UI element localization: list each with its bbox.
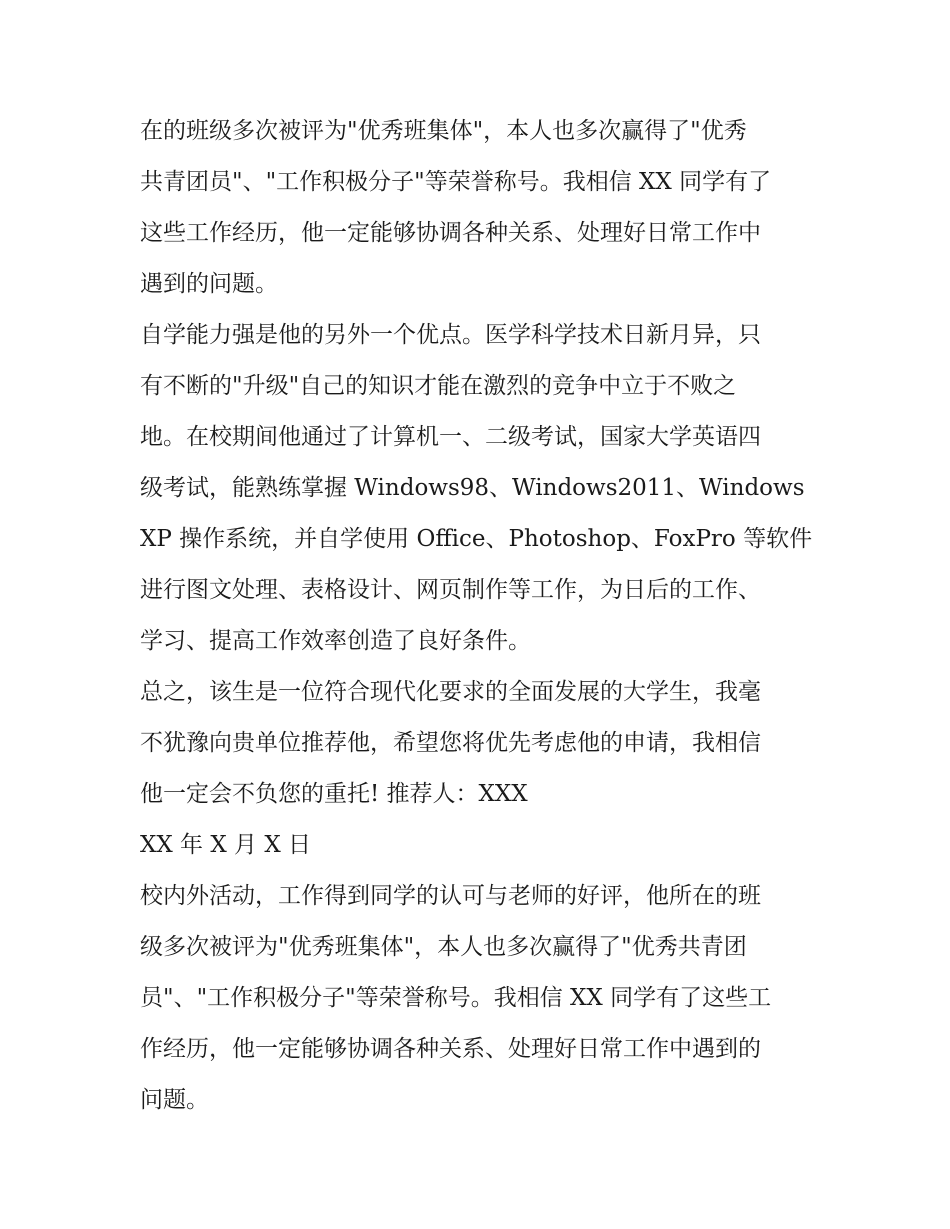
text-line: 不犹豫向贵单位推荐他，希望您将优先考虑他的申请，我相信 <box>140 730 761 756</box>
text-line: 共青团员"、"工作积极分子"等荣誉称号。我相信 XX 同学有了 <box>140 169 772 195</box>
text-line: 作经历，他一定能够协调各种关系、处理好日常工作中遇到的 <box>140 1036 761 1062</box>
text-line: 地。在校期间他通过了计算机一、二级考试，国家大学英语四 <box>140 424 761 450</box>
date-line: XX 年 X 月 X 日 <box>140 832 312 858</box>
text-line: 级多次被评为"优秀班集体"，本人也多次赢得了"优秀共青团 <box>140 934 747 960</box>
text-line: 员"、"工作积极分子"等荣誉称号。我相信 XX 同学有了这些工 <box>140 985 772 1011</box>
text-line: 校内外活动，工作得到同学的认可与老师的好评，他所在的班 <box>140 883 761 909</box>
text-line: 他一定会不负您的重托! 推荐人：XXX <box>140 781 528 807</box>
text-line: 学习、提高工作效率创造了良好条件。 <box>140 628 531 654</box>
text-line: 级考试，能熟练掌握 Windows98、Windows2011、Windows <box>140 475 805 501</box>
document-body <box>140 106 820 1126</box>
text-line: 进行图文处理、表格设计、网页制作等工作，为日后的工作、 <box>140 577 761 603</box>
text-line: 在的班级多次被评为"优秀班集体"，本人也多次赢得了"优秀 <box>140 118 747 144</box>
text-line: 这些工作经历，他一定能够协调各种关系、处理好日常工作中 <box>140 220 761 246</box>
text-line: 有不断的"升级"自己的知识才能在激烈的竞争中立于不败之 <box>140 373 737 399</box>
text-line: 遇到的问题。 <box>140 271 278 297</box>
text-line: 总之，该生是一位符合现代化要求的全面发展的大学生，我毫 <box>140 679 761 705</box>
text-line: XP 操作系统，并自学使用 Office、Photoshop、FoxPro 等软件 <box>140 526 813 552</box>
text-line: 自学能力强是他的另外一个优点。医学科学技术日新月异，只 <box>140 322 761 348</box>
text-line: 问题。 <box>140 1087 209 1113</box>
